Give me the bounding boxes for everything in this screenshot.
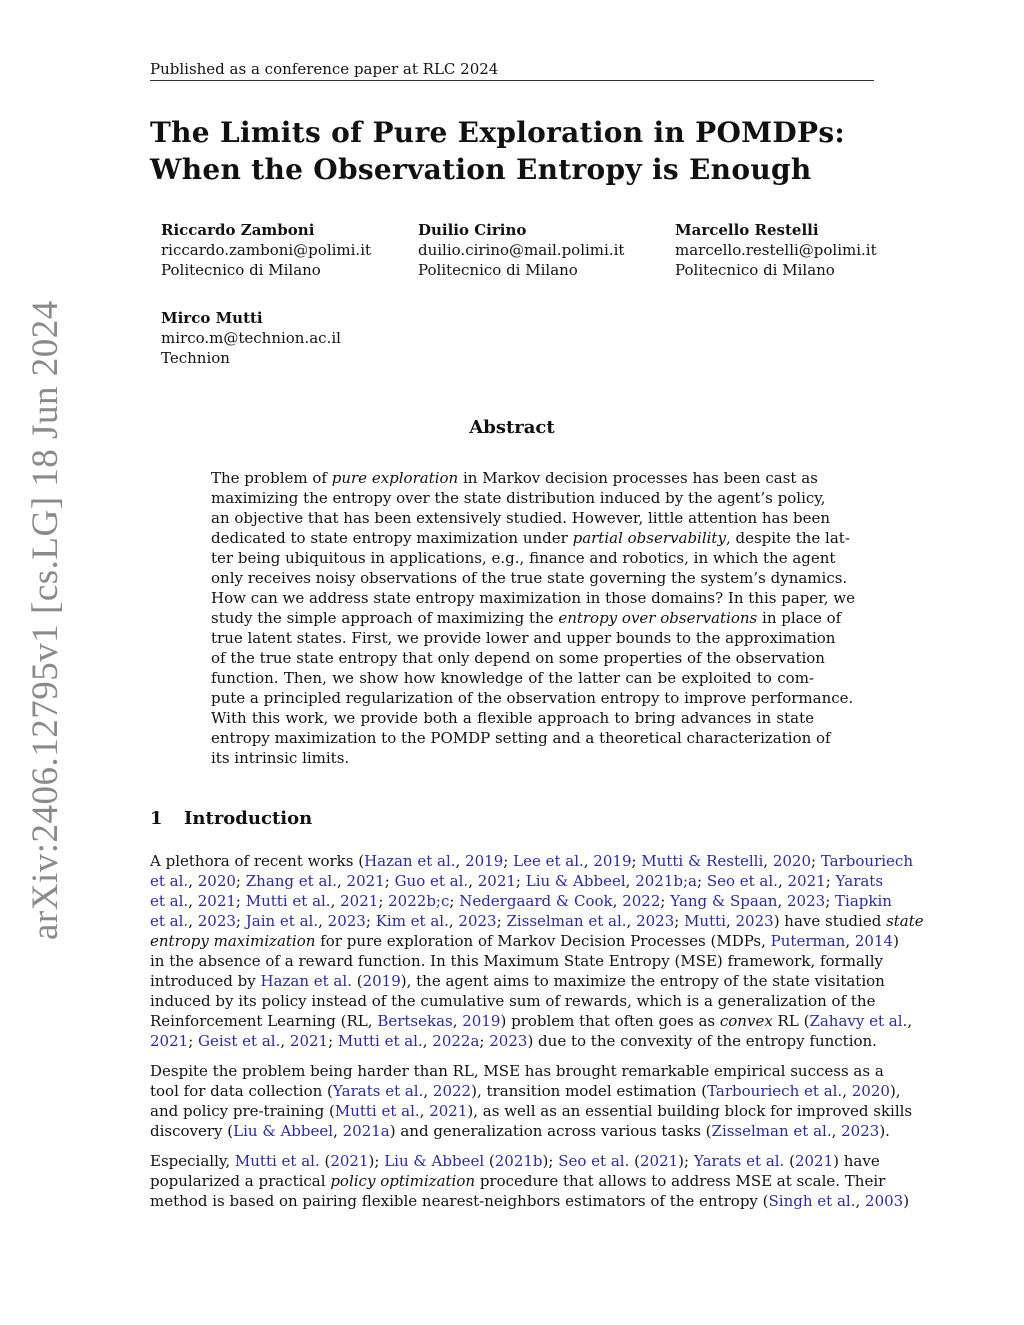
author-block [161,308,341,368]
author-email: duilio.cirino@mail.polimi.it [418,241,625,259]
abstract-body: The problem of pure exploration in Markov decision processes has been cast as maximizing the entropy over the state distribution induced by the agent’s policy, an objective that has been extensively studied. However, little attention has been dedicated to state entropy maximization under partial observability, despite the lat- ter being ubiquitous in applications, e.g., finance and robotics, in which the agent only receives noisy observations of the true state governing the system’s dynamics. How can we address state entropy maximization in those domains? In this paper, we study the simple approach of maximizing the entropy over observations in place of true latent states. First, we provide lower and upper bounds to the approximation of the true state entropy that only depend on some properties of the observation function. Then, we show how knowledge of the latter can be exploited to com- pute a principled regularization of the observation entropy to improve performance. With this work, we provide both a flexible approach to bring advances in state entropy maximization to the POMDP setting and a theoretical characterization of its intrinsic limits. [211,469,856,767]
author-affiliation: Technion [161,349,230,367]
intro-paragraph: A plethora of recent works (Hazan et al., 2019; Lee et al., 2019; Mutti & Restelli, 2020; Tarbouriech et al., 2020; Zhang et al., 2021; Guo et al., 2021; Liu & Abbeel, 2021b;a; Seo et al., 2021; Yarats et al., 2021; Mutti et al., 2021; 2022b;c; Nedergaard & Cook, 2022; Yang & Spaan, 2023; Tiapkin et al., 2023; Jain et al., 2023; Kim et al., 2023; Zisselman et al., 2023; Mutti, 2023) have studied state entropy maximization for pure exploration of Markov Decision Processes (MDPs, Puterman, 2014) in the absence of a reward function. In this Maximum State Entropy (MSE) framework, formally introduced by Hazan et al. (2019), the agent aims to maximize the entropy of the state visitation induced by its policy instead of the cumulative sum of rewards, which is a generalization of the Reinforcement Learning (RL, Bertsekas, 2019) problem that often goes as convex RL (Zahavy et al., 2021; Geist et al., 2021; Mutti et al., 2022a; 2023) due to the convexity of the entropy function. [150,852,924,1050]
abstract-heading: Abstract [469,417,555,438]
author-block [418,220,624,280]
author-block [161,220,371,280]
author-name: Riccardo Zamboni [161,221,315,239]
intro-paragraph: Despite the problem being harder than RL, MSE has brought remarkable empirical success as a tool for data collection (Yarats et al., 2022), transition model estimation (Tarbouriech et al., 2020), and policy pre-training (Mutti et al., 2021), as well as an essential building block for improved skills discovery (Liu & Abbeel, 2021a) and generalization across various tasks (Zisselman et al., 2023). [150,1062,913,1140]
author-affiliation: Politecnico di Milano [418,261,578,279]
arxiv-identifier: arXiv:2406.12795v1 [cs.LG] 18 Jun 2024 [25,300,66,940]
section-title: Introduction [184,808,313,829]
intro-paragraph: Especially, Mutti et al. (2021); Liu & Abbeel (2021b); Seo et al. (2021); Yarats et al. (2021) have popularized a practical policy optimization procedure that allows to address MSE at scale. Their method is based on pairing flexible nearest-neighbors estimators of the entropy (Singh et al., 2003) [150,1152,910,1210]
paper-title [150,114,890,188]
author-affiliation: Politecnico di Milano [161,261,321,279]
author-name: Marcello Restelli [675,221,819,239]
author-name: Duilio Cirino [418,221,527,239]
section-number: 1 [150,808,163,829]
author-affiliation: Politecnico di Milano [675,261,835,279]
running-header: Published as a conference paper at RLC 2024 [150,60,874,81]
author-block [675,220,877,280]
author-email: riccardo.zamboni@polimi.it [161,241,372,259]
section-heading [150,808,312,829]
title-line-2: When the Observation Entropy is Enough [150,153,812,186]
title-line-1: The Limits of Pure Exploration in POMDPs: [150,116,846,149]
author-email: marcello.restelli@polimi.it [675,241,877,259]
author-email: mirco.m@technion.ac.il [161,329,341,347]
author-name: Mirco Mutti [161,309,263,327]
